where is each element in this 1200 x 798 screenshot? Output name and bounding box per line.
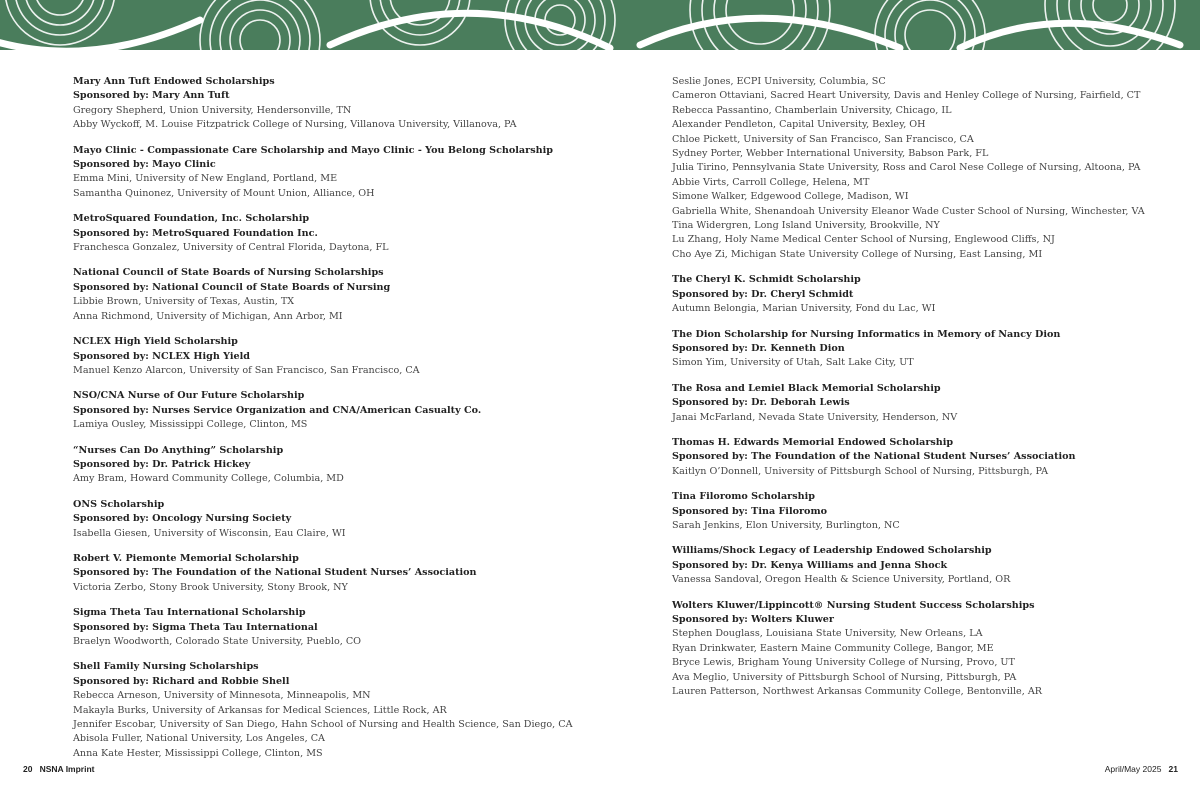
issue-date: April/May 2025 [1104,764,1162,774]
scholarship-entry [73,212,613,255]
recipient-line: Seslie Jones, ECPI University, Columbia, SC [672,76,886,87]
scholarship-title: The Dion Scholarship for Nursing Informatics in Memory of Nancy Dion [672,328,1061,340]
scholarship-title: ONS Scholarship [73,498,165,510]
scholarship-entry [672,273,1200,316]
scholarship-sponsor: Sponsored by: Dr. Cheryl Schmidt [672,288,854,300]
recipient-line: Abby Wyckoff, M. Louise Fitzpatrick College of Nursing, Villanova University, Villanova, PA [73,119,517,131]
recipient-line: Anna Richmond, University of Michigan, Ann Arbor, MI [73,310,343,322]
recipient-line: Makayla Burks, University of Arkansas for Medical Sciences, Little Rock, AR [73,704,447,716]
recipient-line: Anna Kate Hester, Mississippi College, Clinton, MS [73,747,323,759]
recipient-line: Ryan Drinkwater, Eastern Maine Community College, Bangor, ME [672,642,994,654]
recipient-line: Cho Aye Zi, Michigan State University College of Nursing, East Lansing, MI [672,248,1043,260]
scholarship-entry [73,498,613,541]
recipient-line: Simon Yim, University of Utah, Salt Lake City, UT [672,357,914,369]
scholarship-entry [73,389,613,432]
recipient-line: Samantha Quinonez, University of Mount Union, Alliance, OH [73,187,375,199]
right-column [672,75,1200,710]
scholarship-entry [672,599,1200,700]
scholarship-entry [73,606,613,649]
scholarship-title: National Council of State Boards of Nursing Scholarships [73,267,384,279]
scholarship-sponsor: Sponsored by: The Foundation of the National Student Nurses’ Association [672,451,1076,463]
recipient-line: Victoria Zerbo, Stony Brook University, Stony Brook, NY [73,581,348,593]
recipient-line: Rebecca Passantino, Chamberlain University, Chicago, IL [672,104,952,116]
left-column [73,75,613,772]
recipient-line: Ava Meglio, University of Pittsburgh School of Nursing, Pittsburgh, PA [672,671,1017,683]
recipient-line: Bryce Lewis, Brigham Young University College of Nursing, Provo, UT [672,657,1015,669]
footer-left [23,764,95,774]
scholarship-sponsor: Sponsored by: Dr. Kenneth Dion [672,342,845,354]
scholarship-title: NSO/CNA Nurse of Our Future Scholarship [73,390,305,402]
scholarship-title: Shell Family Nursing Scholarships [73,661,259,673]
scholarship-title: Tina Filoromo Scholarship [672,491,815,503]
recipient-line: Tina Widergren, Long Island University, Brookville, NY [672,220,940,232]
recipient-line: Lamiya Ousley, Mississippi College, Clinton, MS [73,419,308,431]
recipient-line: Emma Mini, University of New England, Portland, ME [73,173,338,185]
recipient-line: Autumn Belongia, Marian University, Fond du Lac, WI [672,303,936,315]
scholarship-sponsor: Sponsored by: Oncology Nursing Society [73,513,292,525]
scholarship-sponsor: Sponsored by: Mayo Clinic [73,159,216,171]
scholarship-entry [73,660,613,761]
scholarship-sponsor: Sponsored by: The Foundation of the National Student Nurses’ Association [73,567,477,579]
recipient-line: Rebecca Arneson, University of Minnesota, Minneapolis, MN [73,690,371,702]
scholarship-sponsor: Sponsored by: Dr. Kenya Williams and Jenna Shock [672,559,948,571]
recipient-line: Franchesca Gonzalez, University of Central Florida, Daytona, FL [73,242,389,254]
scholarship-title: Williams/Shock Legacy of Leadership Endowed Scholarship [672,545,992,557]
scholarship-sponsor: Sponsored by: MetroSquared Foundation Inc. [73,227,318,239]
recipient-line: Janai McFarland, Nevada State University, Henderson, NV [672,411,958,423]
scholarship-entry [672,328,1200,371]
recipient-line: Lauren Patterson, Northwest Arkansas Community College, Bentonville, AR [672,686,1042,698]
scholarship-sponsor: Sponsored by: Dr. Patrick Hickey [73,458,251,470]
recipient-line: Manuel Kenzo Alarcon, University of San Francisco, San Francisco, CA [73,364,420,376]
scholarship-entry [73,266,613,324]
scholarship-entry [73,335,613,378]
publication-name: NSNA Imprint [39,764,95,774]
recipient-line: Abbie Virts, Carroll College, Helena, MT [672,176,870,188]
footer-right [1105,764,1178,774]
recipient-line: Sydney Porter, Webber International University, Babson Park, FL [672,148,989,160]
scholarship-title: MetroSquared Foundation, Inc. Scholarship [73,213,310,225]
scholarship-entry [672,544,1200,587]
scholarship-sponsor: Sponsored by: Richard and Robbie Shell [73,675,290,687]
scholarship-sponsor: Sponsored by: Sigma Theta Tau International [73,621,318,633]
recipient-line: Chloe Pickett, University of San Francisco, San Francisco, CA [672,133,974,145]
recipient-line: Kaitlyn O’Donnell, University of Pittsburgh School of Nursing, Pittsburgh, PA [672,465,1049,477]
scholarship-sponsor: Sponsored by: Tina Filoromo [672,505,827,517]
scholarship-entry [73,552,613,595]
recipient-line: Sarah Jenkins, Elon University, Burlington, NC [672,519,900,531]
scholarship-title: The Rosa and Lemiel Black Memorial Scholarship [672,382,941,394]
scholarship-entry [672,382,1200,425]
left-page-number: 20 [23,764,33,774]
scholarship-title: “Nurses Can Do Anything” Scholarship [73,444,284,456]
scholarship-sponsor: Sponsored by: Mary Ann Tuft [73,90,230,102]
recipient-line: Libbie Brown, University of Texas, Austin, TX [73,296,295,308]
scholarship-sponsor: Sponsored by: Wolters Kluwer [672,614,834,625]
recipient-line: Simone Walker, Edgewood College, Madison, WI [672,191,909,203]
scholarship-entry [672,490,1200,533]
scholarship-sponsor: Sponsored by: Dr. Deborah Lewis [672,397,850,409]
scholarship-entry [73,144,613,202]
scholarship-title: The Cheryl K. Schmidt Scholarship [672,274,861,286]
recipient-line: Lu Zhang, Holy Name Medical Center School of Nursing, Englewood Cliffs, NJ [672,234,1055,246]
scholarship-sponsor: Sponsored by: National Council of State Boards of Nursing [73,281,391,293]
scholarship-title: NCLEX High Yield Scholarship [73,336,238,348]
scholarship-title: Wolters Kluwer/Lippincott® Nursing Student Success Scholarships [672,599,1035,611]
scholarship-title: Robert V. Piemonte Memorial Scholarship [73,552,299,564]
scholarship-entry [672,436,1200,479]
recipient-line: Abisola Fuller, National University, Los Angeles, CA [73,733,325,745]
recipient-line: Julia Tirino, Pennsylvania State University, Ross and Carol Nese College of Nursing, Altoona, PA [672,162,1141,174]
recipient-line: Gabriella White, Shenandoah University Eleanor Wade Custer School of Nursing, Winchester, VA [672,205,1145,217]
scholarship-entry [73,75,613,133]
scholarship-entry [73,444,613,487]
recipient-line: Jennifer Escobar, University of San Diego, Hahn School of Nursing and Health Science, San Diego, CA [73,719,573,731]
decorative-banner [0,0,1200,50]
continued-recipients [672,75,1200,262]
recipient-line: Braelyn Woodworth, Colorado State University, Pueblo, CO [73,636,362,647]
scholarship-sponsor: Sponsored by: NCLEX High Yield [73,350,250,362]
recipient-line: Isabella Giesen, University of Wisconsin, Eau Claire, WI [73,527,346,539]
scholarship-title: Mary Ann Tuft Endowed Scholarships [73,76,275,87]
scholarship-sponsor: Sponsored by: Nurses Service Organization and CNA/American Casualty Co. [73,404,482,416]
recipient-line: Cameron Ottaviani, Sacred Heart University, Davis and Henley College of Nursing, Fairfield, CT [672,90,1141,102]
recipient-line: Stephen Douglass, Louisiana State University, New Orleans, LA [672,628,983,640]
right-page-number: 21 [1168,764,1178,774]
scholarship-title: Sigma Theta Tau International Scholarship [73,607,306,619]
recipient-line: Gregory Shepherd, Union University, Hendersonville, TN [73,104,352,116]
scholarship-title: Thomas H. Edwards Memorial Endowed Scholarship [672,436,954,448]
recipient-line: Vanessa Sandoval, Oregon Health & Science University, Portland, OR [672,574,1011,586]
recipient-line: Amy Bram, Howard Community College, Columbia, MD [73,473,344,485]
recipient-line: Alexander Pendleton, Capital University, Bexley, OH [672,119,926,131]
scholarship-title: Mayo Clinic - Compassionate Care Scholarship and Mayo Clinic - You Belong Scholarship [73,144,553,156]
